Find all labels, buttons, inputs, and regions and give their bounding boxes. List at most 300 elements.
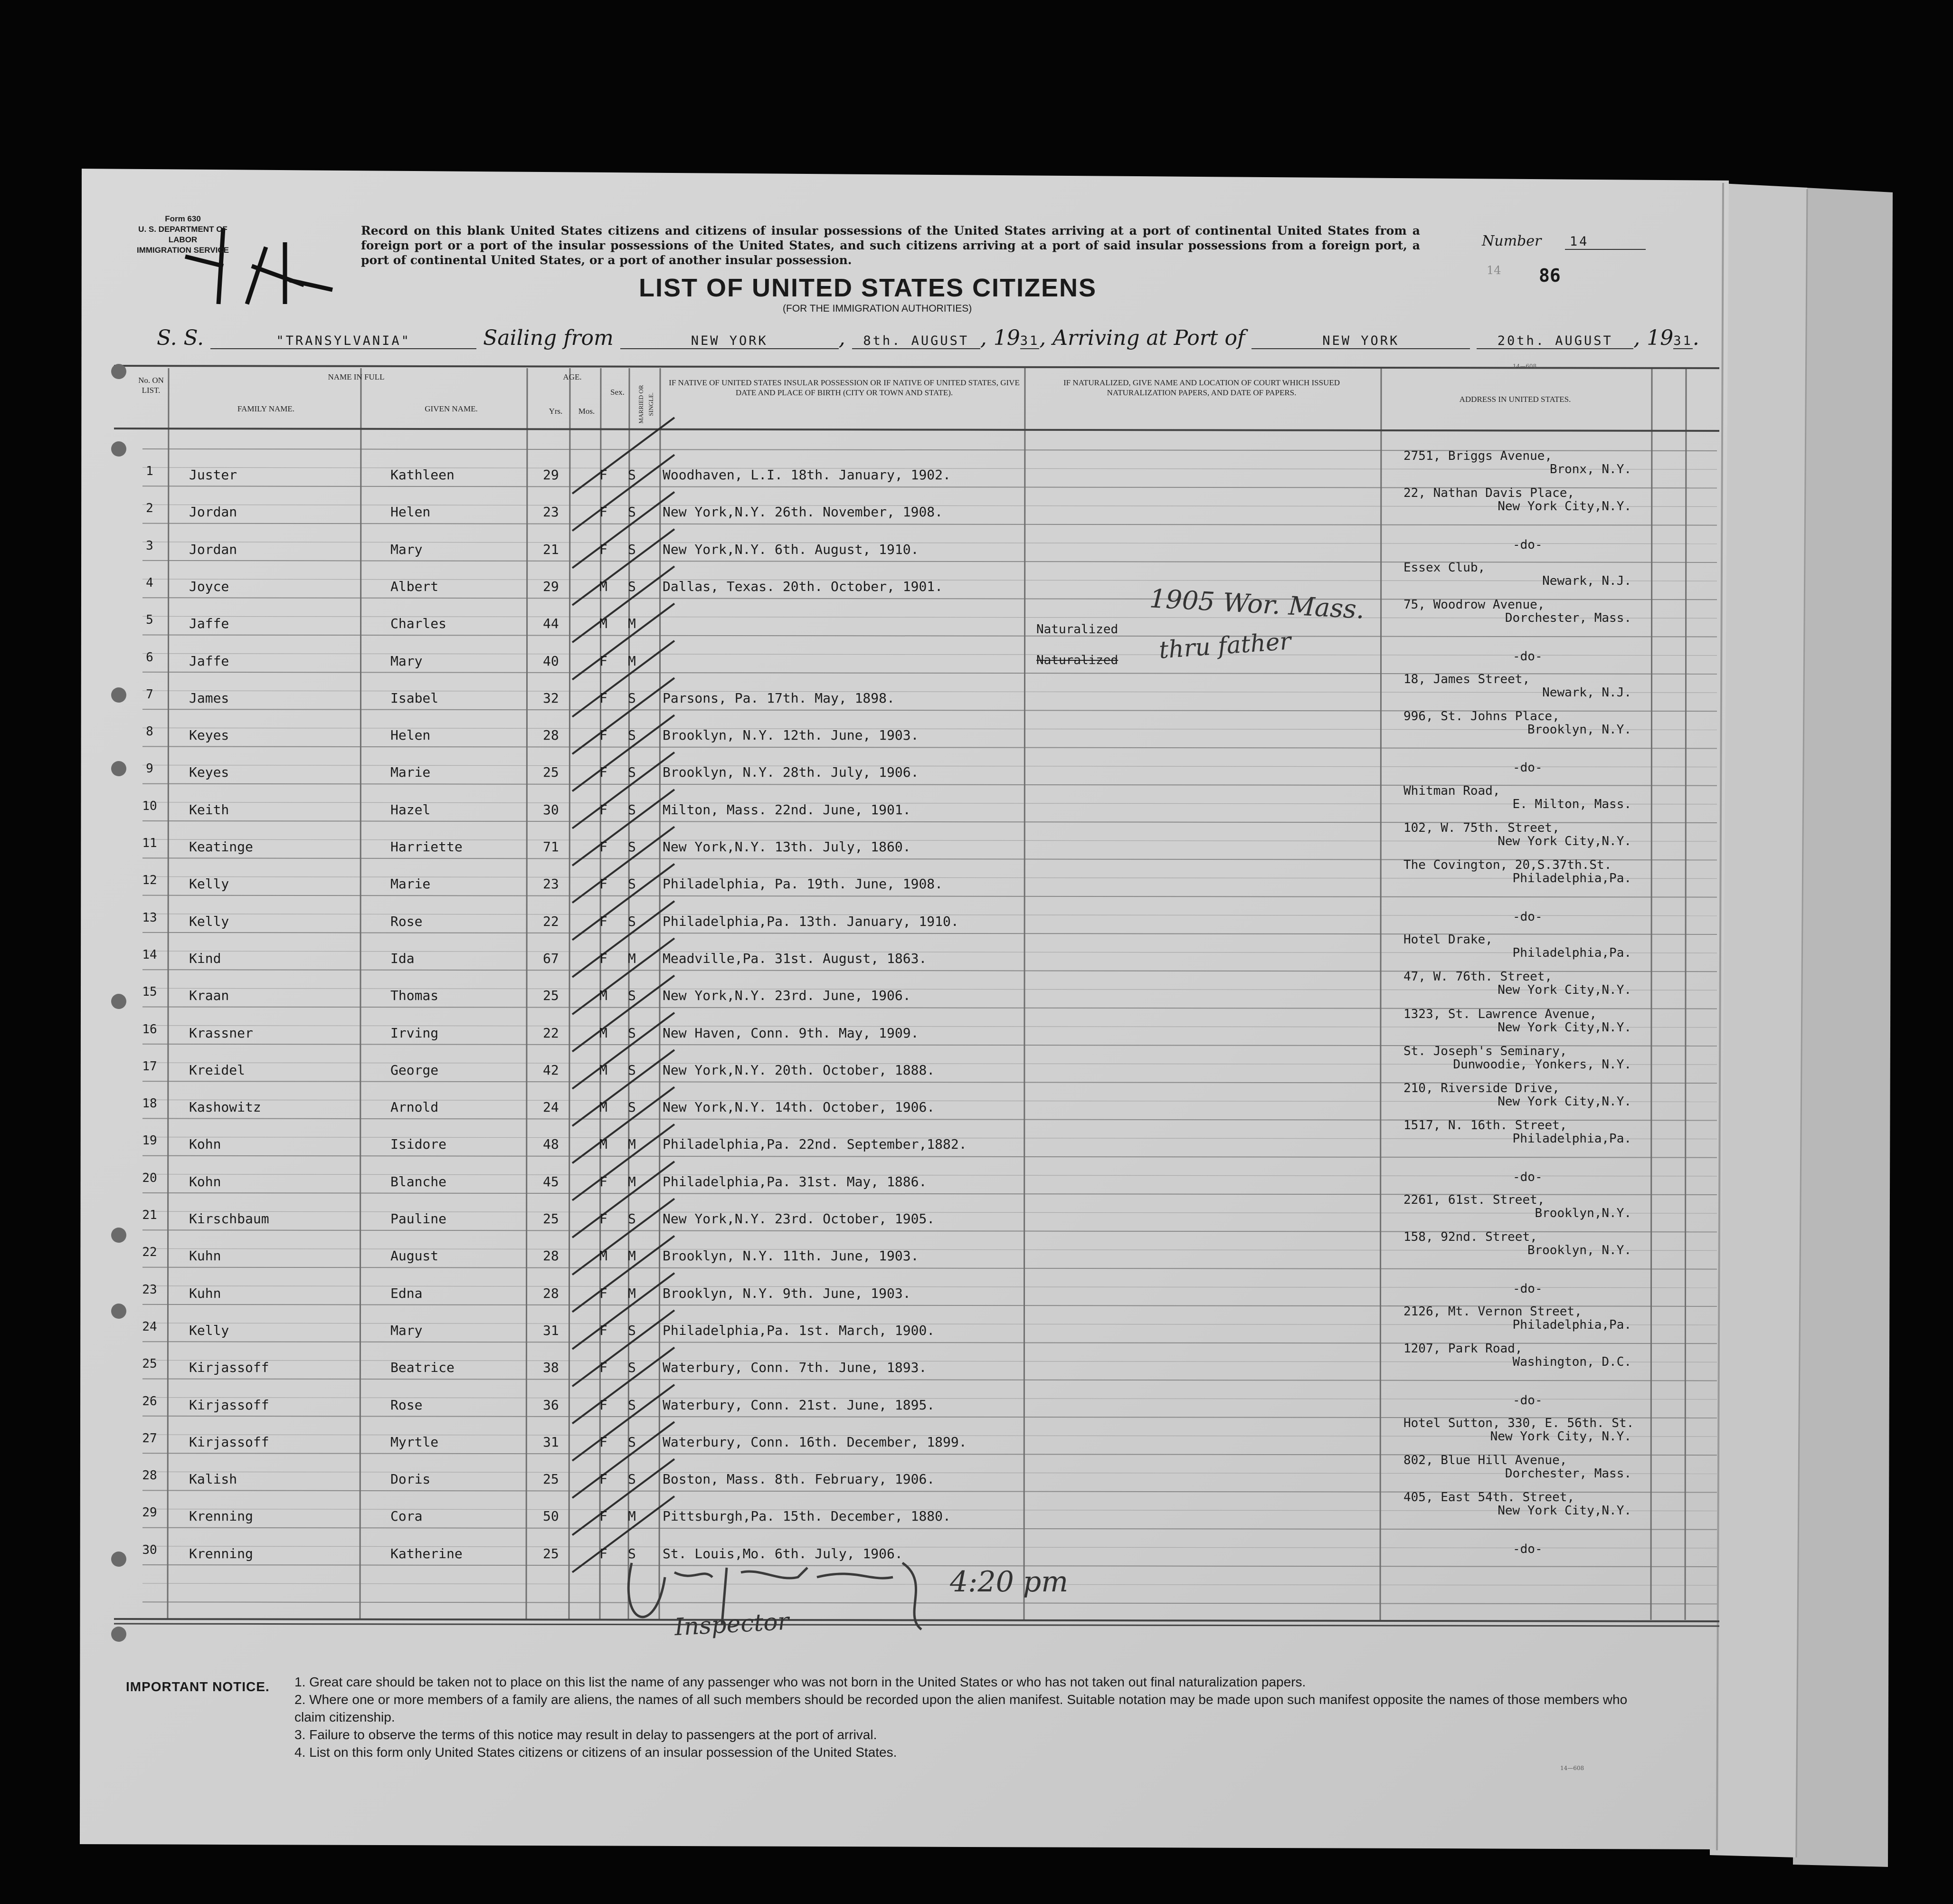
sex: M (599, 1248, 607, 1264)
address-line-1: Hotel Sutton, 330, E. 56th. St. (1403, 1416, 1634, 1430)
family-name: Kirjassoff (189, 1434, 269, 1450)
family-name: Jordan (189, 541, 237, 557)
faint-page-mark: 14 (1487, 264, 1501, 277)
sex: M (599, 1025, 607, 1041)
sex: F (599, 1322, 607, 1338)
marital-status: S (628, 801, 636, 818)
sex: F (599, 727, 607, 743)
given-name: Mary (390, 1322, 423, 1338)
marital-status: S (628, 1545, 636, 1561)
marital-status: M (628, 1508, 636, 1524)
family-name: Kirjassoff (189, 1397, 269, 1413)
address-line-1: 158, 92nd. Street, (1403, 1230, 1537, 1245)
birth-date-place: Pittsburgh,Pa. 15th. December, 1880. (663, 1508, 951, 1524)
marital-status: S (628, 1471, 636, 1487)
sailing-date: 8th. AUGUST (852, 333, 980, 349)
age-years: 22 (543, 913, 559, 929)
row-number: 12 (142, 873, 157, 888)
birth-date-place: Philadelphia,Pa. 1st. March, 1900. (663, 1322, 935, 1338)
address-line-1: 47, W. 76th. Street, (1403, 970, 1553, 984)
notice-items (294, 1673, 1634, 1761)
marital-status: M (628, 1285, 636, 1301)
stamp-number: 86 (1539, 265, 1561, 286)
given-name: Albert (390, 578, 439, 594)
notice-item-2: 2. Where one or more members of a family are aliens, the names of all such members should be recorded upon the alien manifest. Suitable notation may be made upon such manifest opposite the names of those members who claim citizenship. (294, 1692, 1628, 1724)
sex: F (599, 1545, 607, 1561)
family-name: Keatinge (189, 839, 253, 855)
col-married: MARRIED OR SINGLE. (637, 385, 654, 424)
given-name: Kathleen (390, 467, 455, 483)
col-yrs: Yrs. (549, 407, 563, 416)
birth-date-place: Boston, Mass. 8th. February, 1906. (663, 1471, 935, 1487)
marital-status: S (628, 1099, 636, 1115)
family-name: Krenning (189, 1508, 253, 1524)
age-years: 31 (543, 1322, 559, 1338)
naturalization: Naturalized (1036, 622, 1119, 637)
sex: F (599, 764, 607, 781)
address-line-1: 2261, 61st. Street, (1403, 1193, 1545, 1207)
age-years: 50 (543, 1508, 559, 1524)
age-years: 44 (543, 616, 559, 632)
row-number: 26 (142, 1394, 157, 1409)
marital-status: S (628, 727, 636, 743)
address-line-1: 1517, N. 16th. Street, (1403, 1118, 1567, 1133)
marital-status: S (628, 1062, 636, 1078)
address-line-2: Brooklyn, N.Y. (1527, 1243, 1631, 1258)
sex: F (599, 1508, 607, 1524)
age-years: 23 (543, 876, 559, 892)
given-name: Blanche (390, 1173, 447, 1190)
sex: F (599, 913, 607, 929)
address-line-2: Philadelphia,Pa. (1512, 945, 1631, 960)
sex: F (599, 1397, 607, 1413)
sex: F (599, 876, 607, 892)
voyage-line: S. S. "TRANSYLVANIA" Sailing from NEW YORK , 8th. AUGUST , 1931, Arriving at Port of NEW YORK 20th. AUGUST , 1931. (157, 326, 1699, 350)
address-line-1: 75, Woodrow Avenue, (1403, 598, 1545, 612)
address-line-1: 102, W. 75th. Street, (1403, 821, 1560, 835)
row-number: 1 (146, 464, 153, 478)
age-years: 22 (543, 1025, 559, 1041)
family-name: Jordan (189, 504, 237, 520)
address-line-1: Whitman Road, (1403, 783, 1500, 798)
age-years: 21 (543, 541, 559, 557)
arriving-date: 20th. AUGUST (1477, 333, 1633, 349)
family-name: Kashowitz (189, 1099, 261, 1115)
sex: M (599, 578, 607, 594)
arrival-year-prefix: 19 (1647, 326, 1674, 350)
address-line-1: 210, Riverside Drive, (1403, 1081, 1560, 1096)
family-name: Jaffe (189, 653, 229, 669)
address-line-1: -do- (1513, 909, 1543, 924)
birth-date-place: New York,N.Y. 23rd. October, 1905. (663, 1211, 935, 1227)
row-number: 7 (146, 687, 153, 702)
sex: M (599, 988, 607, 1004)
address-line-2: Dorchester, Mass. (1505, 1466, 1631, 1481)
birth-date-place: Milton, Mass. 22nd. June, 1901. (663, 801, 911, 818)
col-family-name: FAMILY NAME. (237, 404, 295, 413)
family-name: Kuhn (189, 1248, 221, 1264)
address-line-2: Brooklyn,N.Y. (1535, 1206, 1631, 1220)
given-name: Marie (390, 764, 431, 781)
service-name: IMMIGRATION SERVICE (137, 246, 229, 255)
paper-edge-back (1793, 188, 1893, 1867)
family-name: Krassner (189, 1025, 253, 1041)
age-years: 24 (543, 1099, 559, 1115)
address-line-1: The Covington, 20,S.37th.St. (1403, 858, 1612, 873)
address-line-1: -do- (1513, 1393, 1543, 1408)
marital-status: S (628, 876, 636, 892)
given-name: Isidore (390, 1136, 447, 1152)
naturalization: Naturalized (1036, 653, 1119, 667)
form-code-top: 14—608 (1513, 363, 1537, 370)
sex: M (599, 1136, 607, 1152)
row-number: 19 (142, 1133, 157, 1148)
col-birth: IF NATIVE OF UNITED STATES INSULAR POSSESSION OR IF NATIVE OF UNITED STATES, GIVE DATE AND PLACE OF BIRTH (CITY OR TOWN AND STATE). (669, 378, 1020, 397)
given-name: Edna (390, 1285, 423, 1301)
address-line-2: Newark, N.J. (1542, 685, 1631, 700)
address-line-2: Philadelphia,Pa. (1512, 871, 1631, 886)
given-name: Irving (390, 1025, 439, 1041)
family-name: Kind (189, 950, 221, 966)
address-line-2: New York City,N.Y. (1498, 983, 1631, 998)
row-number: 14 (142, 947, 157, 962)
address-line-1: 2751, Briggs Avenue, (1403, 449, 1553, 463)
birth-date-place: Brooklyn, N.Y. 12th. June, 1903. (663, 727, 919, 743)
row-number: 15 (142, 985, 157, 1000)
notice-item-3: 3. Failure to observe the terms of this notice may result in delay to passengers at the port of arrival. (294, 1727, 877, 1742)
handwritten-naturalization-note: 1905 Wor. Mass. (1148, 583, 1365, 625)
family-name: Kelly (189, 1322, 229, 1338)
number-label: Number (1482, 233, 1542, 249)
row-number: 8 (146, 724, 153, 739)
col-naturalized: IF NATURALIZED, GIVE NAME AND LOCATION OF COURT WHICH ISSUED NATURALIZATION PAPERS, AND DATE OF PAPERS. (1063, 378, 1340, 397)
row-number: 11 (142, 836, 157, 850)
row-number: 27 (142, 1431, 157, 1446)
given-name: Mary (390, 541, 423, 557)
age-years: 30 (543, 801, 559, 818)
row-number: 25 (142, 1357, 157, 1371)
row-number: 30 (142, 1542, 157, 1557)
row-number: 3 (146, 538, 153, 553)
handwritten-thru-father: thru father (1158, 627, 1292, 664)
address-line-2: Philadelphia,Pa. (1512, 1132, 1631, 1146)
row-number: 10 (142, 799, 157, 813)
col-given-name: GIVEN NAME. (425, 404, 478, 413)
given-name: George (390, 1062, 439, 1078)
age-years: 48 (543, 1136, 559, 1152)
age-years: 32 (543, 690, 559, 706)
handwritten-time: 4:20 pm (950, 1565, 1069, 1599)
marital-status: M (628, 653, 636, 669)
marital-status: S (628, 541, 636, 557)
sex: F (599, 690, 607, 706)
age-years: 38 (543, 1360, 559, 1376)
address-line-1: 18, James Street, (1403, 672, 1530, 686)
age-years: 23 (543, 504, 559, 520)
marital-status: S (628, 1434, 636, 1450)
col-age: AGE. (563, 372, 582, 381)
address-line-1: Essex Club, (1403, 560, 1486, 575)
family-name: James (189, 690, 229, 706)
address-line-1: -do- (1513, 1281, 1543, 1296)
address-line-1: -do- (1513, 1170, 1543, 1184)
family-name: Jaffe (189, 616, 229, 632)
given-name: Hazel (390, 801, 431, 818)
given-name: Isabel (390, 690, 439, 706)
family-name: Kohn (189, 1173, 221, 1190)
marital-status: S (628, 839, 636, 855)
sailing-port: NEW YORK (620, 333, 839, 349)
birth-date-place: Philadelphia,Pa. 13th. January, 1910. (663, 913, 959, 929)
marital-status: S (628, 1025, 636, 1041)
age-years: 25 (543, 1545, 559, 1561)
ship-name: "TRANSYLVANIA" (210, 333, 476, 349)
ss-label: S. S. (157, 326, 204, 350)
department-name: U. S. DEPARTMENT OF LABOR (138, 225, 228, 244)
age-years: 28 (543, 727, 559, 743)
age-years: 28 (543, 1248, 559, 1264)
birth-date-place: Dallas, Texas. 20th. October, 1901. (663, 578, 943, 594)
birth-date-place: Parsons, Pa. 17th. May, 1898. (663, 690, 895, 706)
marital-status: S (628, 467, 636, 483)
birth-date-place: Philadelphia, Pa. 19th. June, 1908. (663, 876, 943, 892)
sex: F (599, 1211, 607, 1227)
marital-status: S (628, 578, 636, 594)
family-name: Kuhn (189, 1285, 221, 1301)
address-line-1: 1323, St. Lawrence Avenue, (1403, 1007, 1597, 1021)
age-years: 29 (543, 467, 559, 483)
marital-status: M (628, 1248, 636, 1264)
birth-date-place: Waterbury, Conn. 7th. June, 1893. (663, 1360, 927, 1376)
list-number (1482, 233, 1646, 249)
row-number: 29 (142, 1505, 157, 1520)
address-line-1: 405, East 54th. Street, (1403, 1490, 1575, 1505)
address-line-2: Philadelphia,Pa. (1512, 1317, 1631, 1332)
birth-date-place: Woodhaven, L.I. 18th. January, 1902. (663, 467, 951, 483)
number-value: 14 (1565, 234, 1646, 250)
notice-label: IMPORTANT NOTICE. (126, 1679, 270, 1694)
given-name: Arnold (390, 1099, 439, 1115)
address-line-1: 2126, Mt. Vernon Street, (1403, 1304, 1582, 1319)
sailing-label: Sailing from (483, 326, 614, 350)
given-name: Thomas (390, 988, 439, 1004)
col-address: ADDRESS IN UNITED STATES. (1459, 395, 1571, 404)
arriving-port: NEW YORK (1251, 333, 1470, 349)
address-line-2: Washington, D.C. (1512, 1355, 1631, 1370)
given-name: August (390, 1248, 439, 1264)
row-number: 6 (146, 650, 153, 665)
document-title: LIST OF UNITED STATES CITIZENS (639, 274, 1097, 302)
birth-date-place: Meadville,Pa. 31st. August, 1863. (663, 950, 927, 966)
address-line-2: New York City,N.Y. (1498, 1504, 1631, 1518)
row-number: 16 (142, 1022, 157, 1037)
age-years: 25 (543, 764, 559, 781)
address-line-2: New York City, N.Y. (1490, 1429, 1631, 1444)
address-line-1: -do- (1513, 761, 1543, 775)
address-line-2: New York City,N.Y. (1498, 1020, 1631, 1035)
family-name: Kelly (189, 913, 229, 929)
address-line-1: 22, Nathan Davis Place, (1403, 486, 1575, 501)
age-years: 25 (543, 1211, 559, 1227)
family-name: Kalish (189, 1471, 237, 1487)
given-name: Mary (390, 653, 423, 669)
given-name: Marie (390, 876, 431, 892)
family-name: Kreidel (189, 1062, 246, 1078)
birth-date-place: Philadelphia,Pa. 22nd. September,1882. (663, 1136, 967, 1152)
marital-status: S (628, 1211, 636, 1227)
age-years: 25 (543, 988, 559, 1004)
address-line-1: -do- (1513, 649, 1543, 664)
age-years: 40 (543, 653, 559, 669)
age-years: 31 (543, 1434, 559, 1450)
row-number: 28 (142, 1468, 157, 1483)
row-number: 4 (146, 575, 153, 590)
given-name: Pauline (390, 1211, 447, 1227)
family-name: Kraan (189, 988, 229, 1004)
notice-item-1: 1. Great care should be taken not to place on this list the name of any passenger who was not born in the United States or who has not taken out final naturalization papers. (294, 1675, 1306, 1689)
age-years: 25 (543, 1471, 559, 1487)
marital-status: S (628, 1360, 636, 1376)
address-line-1: Hotel Drake, (1403, 932, 1493, 947)
sex: F (599, 839, 607, 855)
age-years: 42 (543, 1062, 559, 1078)
address-line-2: Brooklyn, N.Y. (1527, 723, 1631, 737)
row-number: 2 (146, 501, 153, 516)
family-name: Keyes (189, 727, 229, 743)
sex: M (599, 1062, 607, 1078)
row-number: 5 (146, 613, 153, 628)
marital-status: M (628, 1173, 636, 1190)
col-no: No. ON LIST. (138, 376, 164, 395)
sex: F (599, 1360, 607, 1376)
address-line-2: New York City,N.Y. (1498, 1095, 1631, 1109)
family-name: Krenning (189, 1545, 253, 1561)
col-name-in-full: NAME IN FULL (328, 372, 385, 381)
address-line-1: -do- (1513, 537, 1543, 552)
given-name: Harriette (390, 839, 463, 855)
birth-date-place: New York,N.Y. 14th. October, 1906. (663, 1099, 935, 1115)
address-line-2: E. Milton, Mass. (1512, 797, 1631, 811)
marital-status: S (628, 764, 636, 781)
family-name: Kelly (189, 876, 229, 892)
sex: F (599, 1471, 607, 1487)
marital-status: S (628, 1397, 636, 1413)
marital-status: M (628, 1136, 636, 1152)
row-number: 22 (142, 1245, 157, 1260)
age-years: 29 (543, 578, 559, 594)
row-number: 13 (142, 910, 157, 925)
document-subtitle: (FOR THE IMMIGRATION AUTHORITIES) (783, 303, 972, 314)
birth-date-place: New York,N.Y. 6th. August, 1910. (663, 541, 919, 557)
birth-date-place: St. Louis,Mo. 6th. July, 1906. (663, 1545, 903, 1561)
birth-date-place: Brooklyn, N.Y. 11th. June, 1903. (663, 1248, 919, 1264)
birth-date-place: Waterbury, Conn. 16th. December, 1899. (663, 1434, 967, 1450)
family-name: Kirschbaum (189, 1211, 269, 1227)
given-name: Helen (390, 504, 431, 520)
family-name: Kirjassoff (189, 1360, 269, 1376)
form-number: Form 630 (165, 214, 201, 223)
marital-status: S (628, 504, 636, 520)
row-number: 17 (142, 1059, 157, 1074)
row-number: 20 (142, 1171, 157, 1185)
marital-status: S (628, 988, 636, 1004)
family-name: Keyes (189, 764, 229, 781)
age-years: 36 (543, 1397, 559, 1413)
birth-date-place: New York,N.Y. 23rd. June, 1906. (663, 988, 911, 1004)
given-name: Doris (390, 1471, 431, 1487)
notice-item-4: 4. List on this form only United States citizens or citizens of an insular possession of the United States. (294, 1745, 897, 1760)
row-number: 21 (142, 1208, 157, 1222)
address-line-2: New York City,N.Y. (1498, 834, 1631, 848)
address-line-2: Newark, N.J. (1542, 573, 1631, 588)
birth-date-place: New Haven, Conn. 9th. May, 1909. (663, 1025, 919, 1041)
given-name: Rose (390, 913, 423, 929)
given-name: Ida (390, 950, 415, 966)
arriving-label: Arriving at Port of (1052, 326, 1245, 350)
marital-status: S (628, 1322, 636, 1338)
birth-date-place: Brooklyn, N.Y. 28th. July, 1906. (663, 764, 919, 781)
year-prefix: 19 (993, 326, 1020, 350)
address-line-2: Bronx, N.Y. (1549, 462, 1631, 476)
birth-date-place: New York,N.Y. 26th. November, 1908. (663, 504, 943, 520)
family-name: Joyce (189, 578, 229, 594)
sex: M (599, 1099, 607, 1115)
sex: M (599, 616, 607, 632)
row-number: 9 (146, 762, 153, 776)
given-name: Cora (390, 1508, 423, 1524)
address-line-2: Dunwoodie, Yonkers, N.Y. (1453, 1057, 1631, 1072)
address-line-1: 996, St. Johns Place, (1403, 709, 1560, 724)
birth-date-place: New York,N.Y. 13th. July, 1860. (663, 839, 911, 855)
sex: F (599, 653, 607, 669)
marital-status: M (628, 950, 636, 966)
given-name: Myrtle (390, 1434, 439, 1450)
sailing-year: 31 (1020, 333, 1040, 348)
address-line-1: 802, Blue Hill Avenue, (1403, 1453, 1567, 1468)
marital-status: M (628, 616, 636, 632)
given-name: Katherine (390, 1545, 463, 1561)
arriving-year: 31 (1673, 333, 1693, 348)
col-mos: Mos. (578, 407, 595, 416)
sex: F (599, 950, 607, 966)
sex: F (599, 504, 607, 520)
birth-date-place: Waterbury, Conn. 21st. June, 1895. (663, 1397, 935, 1413)
birth-date-place: Philadelphia,Pa. 31st. May, 1886. (663, 1173, 927, 1190)
sex: F (599, 467, 607, 483)
form-instructions: Record on this blank United States citizens and citizens of insular possessions of the United States arriving at a port of continental United States from a foreign port or a port of the insular possessions of the United States, and such citizens arriving at a port of said insular possessions from a foreign port, a port of continental United States, or a port of another insular possession. (361, 224, 1420, 267)
row-number: 24 (142, 1319, 157, 1334)
family-name: Keith (189, 801, 229, 818)
sex: F (599, 801, 607, 818)
address-line-2: New York City,N.Y. (1498, 499, 1631, 514)
given-name: Rose (390, 1397, 423, 1413)
age-years: 28 (543, 1285, 559, 1301)
family-name: Juster (189, 467, 237, 483)
marital-status: S (628, 690, 636, 706)
given-name: Helen (390, 727, 431, 743)
address-line-1: 1207, Park Road, (1403, 1342, 1523, 1356)
address-line-2: Dorchester, Mass. (1505, 611, 1631, 626)
address-line-1: St. Joseph's Seminary, (1403, 1044, 1567, 1058)
given-name: Beatrice (390, 1360, 455, 1376)
birth-date-place: New York,N.Y. 20th. October, 1888. (663, 1062, 935, 1078)
sex: F (599, 1173, 607, 1190)
col-sex: Sex. (610, 388, 625, 397)
sex: F (599, 541, 607, 557)
sex: F (599, 1434, 607, 1450)
sex: F (599, 1285, 607, 1301)
row-number: 23 (142, 1282, 157, 1297)
